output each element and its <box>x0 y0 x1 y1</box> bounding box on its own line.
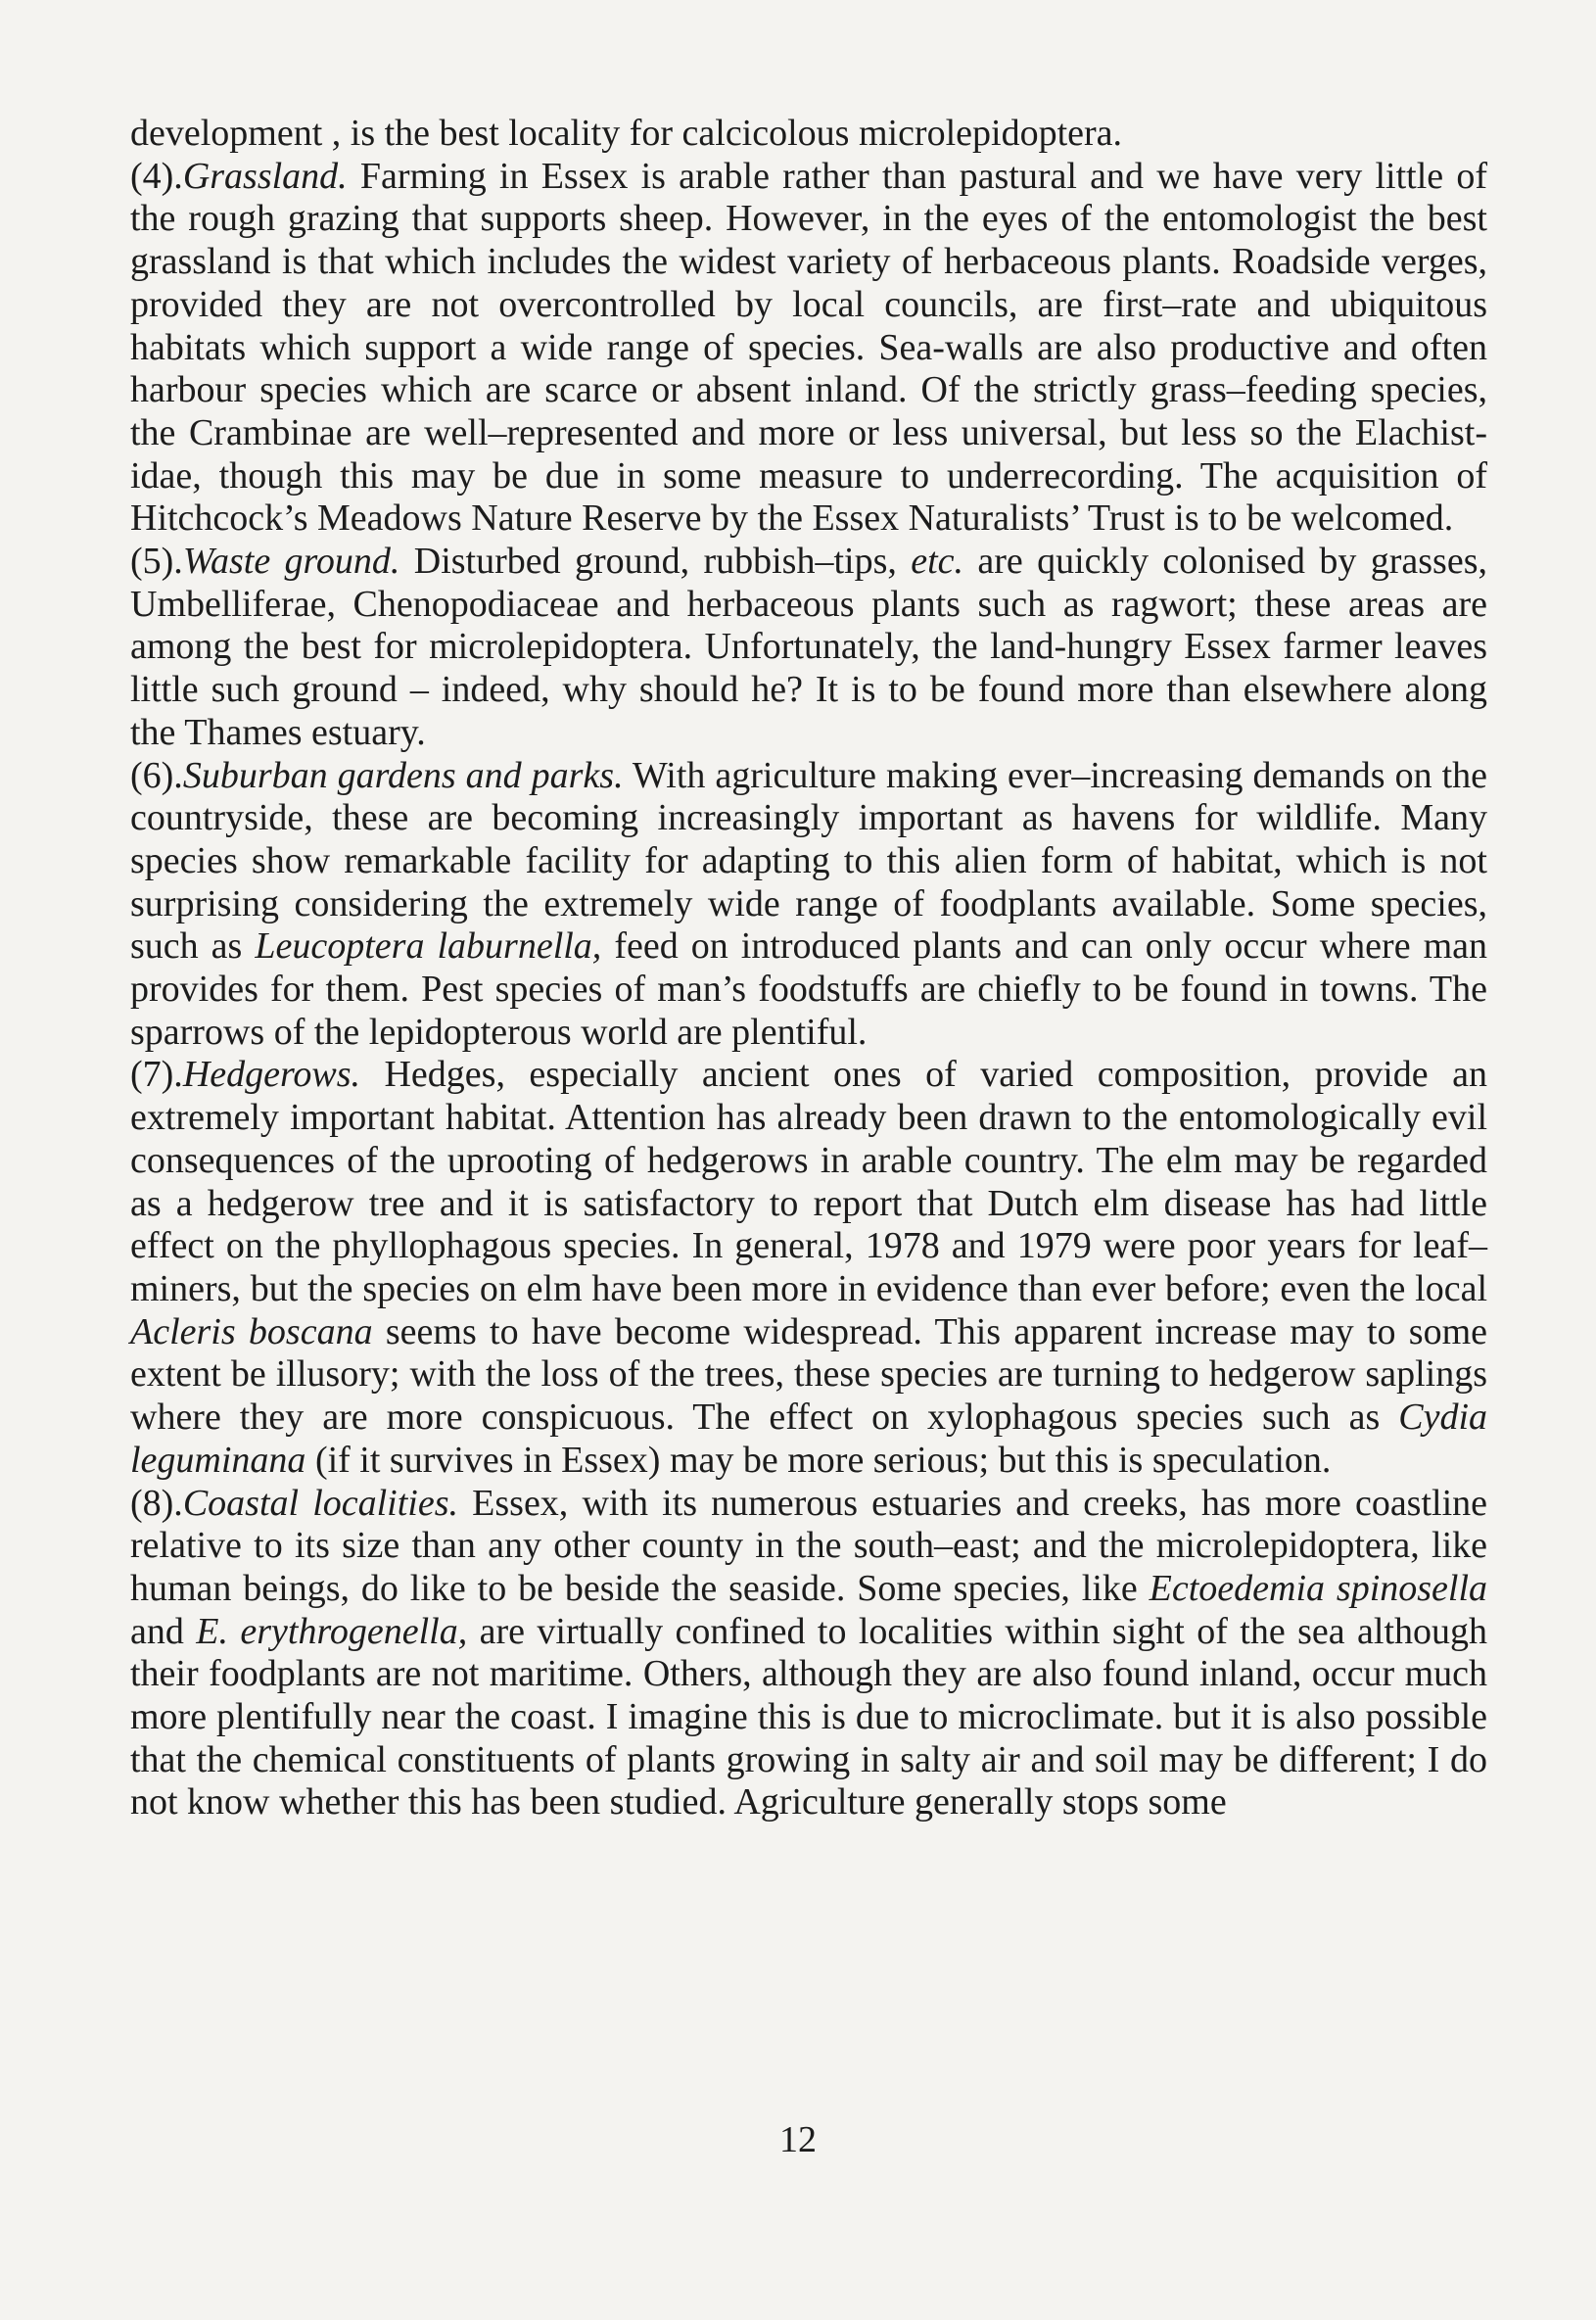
section-body: Disturbed ground, rubbish–tips, <box>413 541 897 583</box>
species-name: Cydia leguminana <box>130 1397 1488 1481</box>
species-name: E. erythrogenella, <box>196 1610 468 1652</box>
section-coastal-localities <box>130 1483 1487 1825</box>
section-hedgerows <box>130 1054 1487 1482</box>
intro-text: development , is the best locality for calcicolous microlepidoptera. <box>130 113 1123 154</box>
species-name: Ectoedemia spinosella <box>1149 1567 1488 1609</box>
section-number: (8). <box>130 1482 183 1524</box>
section-body: Essex, with its numerous estuaries and creeks, has more coastline relative to its size than any other county in the south–east; and the microlepidoptera, like human beings, do like to be beside the seaside. Some species, like <box>130 1482 1488 1609</box>
section-heading: Waste ground. <box>182 541 400 583</box>
section-heading: Coastal localities. <box>182 1482 459 1524</box>
section-number: (5). <box>130 541 183 583</box>
section-body: are quickly colonised by grasses, Umbelliferae, Chenopodiaceae and herbaceous plants such as ragwort; these areas are among the best for microlepidoptera. Unfortunately, the land-hungry Essex farmer leaves little such ground – indeed, why should he? It is to be found more than elsewhere along the Thames estuary. <box>130 541 1487 753</box>
section-number: (4). <box>130 155 183 197</box>
section-body: and <box>130 1610 184 1652</box>
section-number: (6). <box>130 754 183 796</box>
body-text <box>130 113 1487 1824</box>
section-body: seems to have become widespread. This apparent increase may to some extent be illusory; with the loss of the trees, these species are turning to hedgerow saplings where they are more conspicuous. The effect on xylophagous species such as <box>130 1310 1488 1439</box>
section-heading: Grassland. <box>182 155 348 197</box>
page-number: 12 <box>779 2119 817 2160</box>
section-body: With agriculture making ever–increasing demands on the countryside, these are becoming increasingly important as havens for wildlife. Many species show remarkable facility for adapting to this alien form of habitat, which is not surprising considering the extremely wide range of foodplants available. Some species, such as <box>130 754 1487 968</box>
species-name: Acleris boscana <box>130 1310 373 1352</box>
section-body: Farming in Essex is arable rather than pastural and we have very little of the rough grazing that supports sheep. However, in the eyes of the entomologist the best grassland is that which includes the widest variety of herbaceous plants. Roadside verges, provided they are not overcontrolled by local councils, are first–rate and ubiquitous habitats which support a wide range of species. Sea-walls are also productive and often harbour species which are scarce or absent inland. Of the strictly grass–feeding species, the Crambinae are well–represented and more or less universal, but less so the Elachistidae, though this may be due in some measure to underrecording. The acquisition of Hitchcock’s Meadows Nature Reserve by the Essex Naturalists’ Trust is to be welcomed. <box>130 155 1488 540</box>
intro-line <box>130 113 1487 156</box>
section-suburban-gardens <box>130 755 1487 1055</box>
species-name: Leucoptera laburnella, <box>255 925 602 968</box>
section-body: are virtually confined to localities within sight of the sea although their foodplants are not maritime. Others, although they are also found inland, occur much more plentifully near the coast. I imagine this is due to microclimate. but it is also possible that the chemical constituents of plants growing in salty air and soil may be different; I do not know whether this has been studied. Agriculture generally stops some <box>130 1610 1488 1823</box>
section-grassland <box>130 156 1487 541</box>
etc-abbreviation: etc. <box>911 541 964 583</box>
section-body: feed on introduced plants and can only occur where man provides for them. Pest species of man’s foodstuffs are chiefly to be found in towns. The sparrows of the lepidopterous world are plentiful. <box>130 925 1488 1053</box>
section-body: (if it survives in Essex) may be more serious; but this is speculation. <box>314 1439 1332 1481</box>
section-heading: Suburban gardens and parks. <box>182 754 624 796</box>
section-body: Hedges, especially ancient ones of varied composition, provide an extremely important habitat. Attention has already been drawn to the entomologically evil consequences of the uprooting of hedgerows in arable country. The elm may be regarded as a hedgerow tree and it is satisfactory to report that Dutch elm disease has had little effect on the phyllophagous species. In general, 1978 and 1979 were poor years for leaf–miners, but the species on elm have been more in evidence than ever before; even the local <box>130 1054 1488 1309</box>
section-number: (7). <box>130 1054 183 1096</box>
section-heading: Hedgerows. <box>182 1054 360 1096</box>
section-waste-ground <box>130 541 1487 755</box>
